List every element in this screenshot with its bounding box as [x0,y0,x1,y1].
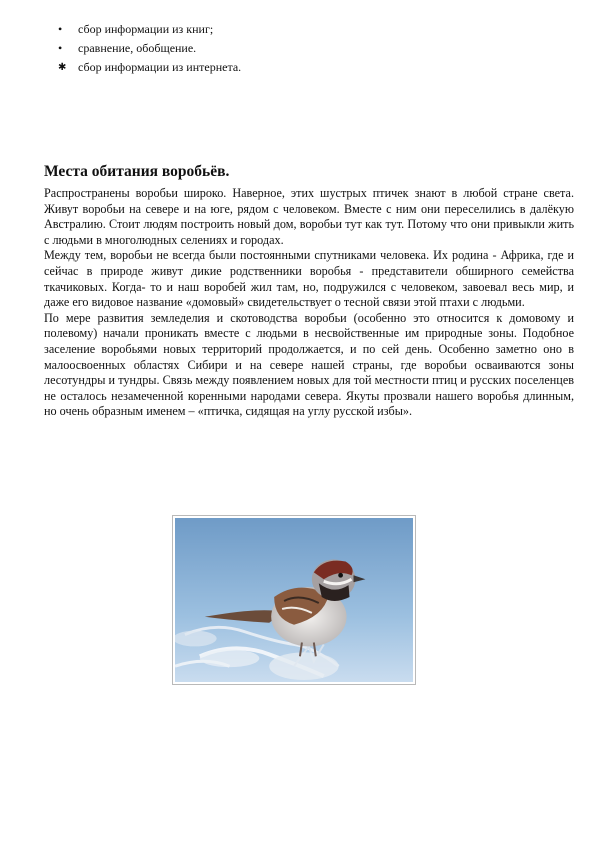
bullet-text: сравнение, обобщение. [78,41,197,55]
bullet-text: сбор информации из интернета. [78,60,242,74]
paragraph-2: Между тем, воробьи не всегда были постоянными спутниками человека. Их родина - Африка, где и сейчас в природе живут дикие родственники воробья - представители обширного семейства ткачиковых. Когда- то и наш воробей жил там, но, подружился с человеком, завоевал весь мир, и даже его видовое название «домовый» свидетельствует о тесной связи этой птахи с людьми. [44,248,574,310]
bullet-marker: • [58,41,63,55]
bullet-list [58,20,241,77]
bullet-marker: • [58,22,63,36]
sparrow-photo [172,515,416,685]
section-habitats [44,162,574,420]
paragraph-3: По мере развития земледелия и скотоводства воробьи (особенно это относится к домовому и полевому) начали проникать вместе с людьми в несвойственные им природные зоны. Подобное заселение воробьями новых территорий продолжается, и по сей день. Особенно заметно оно в малоосвоенных областях Сибири и на севере нашей страны, где воробьи осваиваются зоны лесотундры и тундры. Связь между появлением новых для той местности птиц и русских поселенцев не осталось незамеченной коренными народами севера. Якуты прозвали нашего воробья длинным, но очень образным именем – «птичка, сидящая на углу русской избы». [44,310,574,419]
bullet-item [58,58,241,77]
bullet-item [58,20,241,39]
bullet-text: сбор информации из книг; [78,22,214,36]
paragraph-1: Распространены воробьи широко. Наверное, этих шустрых птичек знают в любой стране света. Живут воробьи на севере и на юге, рядом с человеком. Вместе с ним они переселились в далёкую Австралию. Стоит людям построить новый дом, воробьи тут как тут. Потому что они привыкли жить с людьми в многолюдных селениях и городах. [44,186,574,247]
bullet-marker: ✱ [58,62,67,73]
bullet-item [58,39,241,58]
sparrow-image [175,518,413,682]
section-heading: Места обитания воробьёв. [44,163,230,180]
